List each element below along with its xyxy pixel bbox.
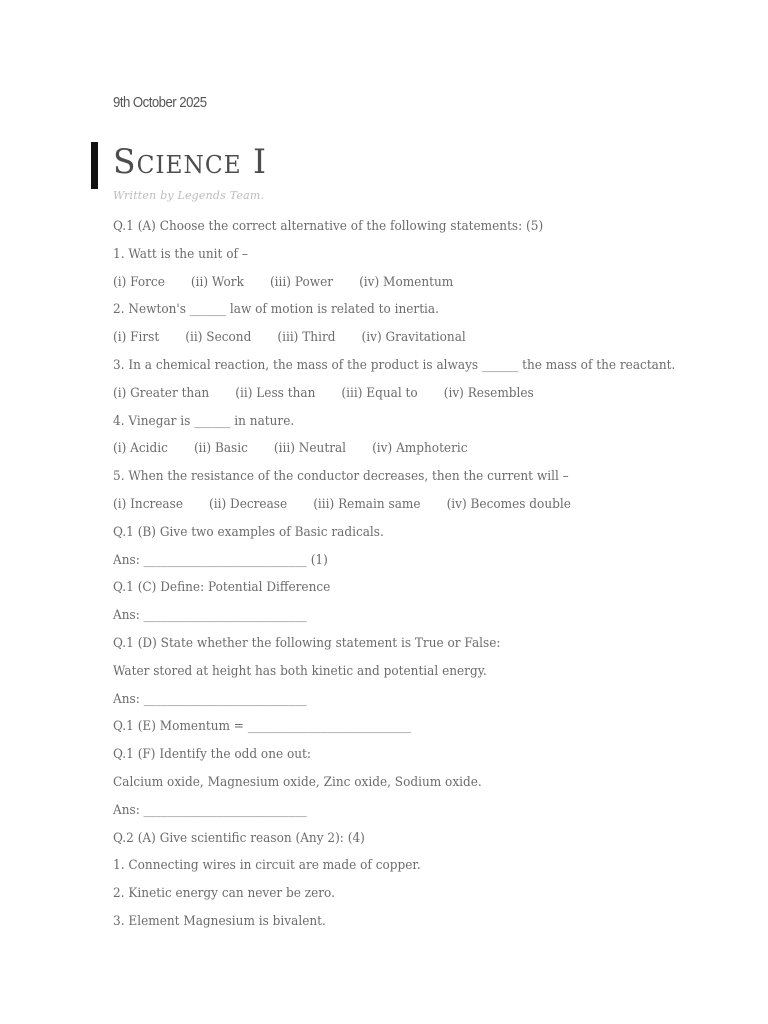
answer-option: (iii) Third (277, 330, 336, 346)
question-list (113, 216, 753, 939)
answer-option: (i) Greater than (113, 385, 210, 401)
answer-option: (i) Force (113, 274, 165, 290)
question-line: Calcium oxide, Magnesium oxide, Zinc oxide, Sodium oxide. (113, 774, 482, 790)
question-line: Ans: ___________________________ (1) (113, 552, 328, 568)
title-accent-bar (91, 142, 98, 189)
question-line: Ans: ___________________________ (113, 608, 307, 624)
question-line: 3. In a chemical reaction, the mass of the product is always ______ the mass of the reactant. (113, 357, 676, 373)
answer-option: (i) First (113, 330, 160, 346)
answer-option: (iii) Equal to (341, 385, 418, 401)
question-line: Q.1 (B) Give two examples of Basic radicals. (113, 524, 384, 540)
question-line: Water stored at height has both kinetic and potential energy. (113, 663, 487, 679)
question-line: Q.1 (F) Identify the odd one out: (113, 747, 311, 763)
answer-option: (iv) Becomes double (446, 496, 571, 512)
question-line: Q.1 (E) Momentum = ___________________________ (113, 719, 412, 735)
answer-option: (iii) Neutral (273, 441, 347, 457)
answer-option: (ii) Decrease (209, 496, 288, 512)
answer-options (113, 327, 708, 355)
answer-option: (ii) Second (185, 330, 252, 346)
question-line: 1. Watt is the unit of – (113, 246, 248, 262)
question-line: 1. Connecting wires in circuit are made of copper. (113, 858, 421, 874)
question-line: Q.2 (A) Give scientific reason (Any 2): (4) (113, 830, 365, 846)
question-line: Q.1 (D) State whether the following statement is True or False: (113, 635, 501, 651)
answer-option: (iv) Momentum (359, 274, 454, 290)
answer-option: (ii) Basic (193, 441, 248, 457)
answer-option: (iv) Amphoteric (372, 441, 468, 457)
question-line: 2. Kinetic energy can never be zero. (113, 886, 335, 902)
document-date: 9th October 2025 (113, 94, 207, 111)
question-line: Ans: ___________________________ (113, 691, 307, 707)
answer-option: (i) Increase (113, 496, 183, 512)
answer-option: (iii) Remain same (313, 496, 421, 512)
question-line: Ans: ___________________________ (113, 802, 307, 818)
question-line: Q.1 (C) Define: Potential Difference (113, 580, 331, 596)
answer-options (113, 272, 708, 300)
answer-options (113, 438, 708, 466)
question-line: 2. Newton's ______ law of motion is related to inertia. (113, 302, 439, 318)
question-line: 3. Element Magnesium is bivalent. (113, 913, 326, 929)
answer-options (113, 383, 708, 411)
answer-option: (i) Acidic (113, 441, 168, 457)
answer-option: (ii) Less than (235, 385, 316, 401)
question-line: Q.1 (A) Choose the correct alternative of the following statements: (5) (113, 219, 544, 234)
question-line: 4. Vinegar is ______ in nature. (113, 413, 295, 429)
answer-option: (iv) Gravitational (361, 330, 466, 346)
answer-option: (ii) Work (190, 274, 244, 290)
document-title: Science I (113, 142, 268, 182)
document-subtitle: Written by Legends Team. (113, 189, 265, 202)
answer-option: (iii) Power (269, 274, 334, 290)
answer-option: (iv) Resembles (443, 385, 534, 401)
question-line: 5. When the resistance of the conductor decreases, then the current will – (113, 469, 569, 485)
answer-options (113, 494, 708, 522)
